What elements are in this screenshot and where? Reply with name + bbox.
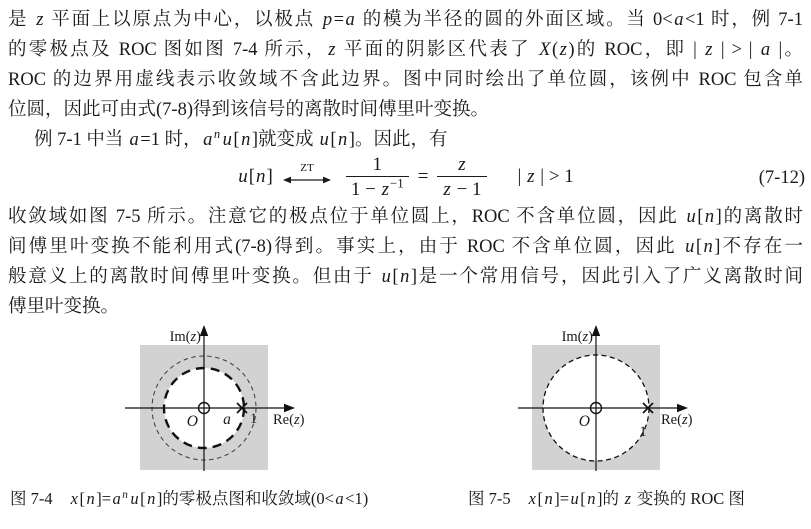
origin-label: O	[578, 413, 590, 430]
figure-7-5-roc-plot	[450, 323, 710, 478]
real-axis-arrow-icon	[284, 404, 295, 412]
equation-expression	[0, 150, 811, 204]
equals-sign: =	[417, 166, 429, 187]
equation-number: (7-12)	[758, 168, 805, 188]
body-text-line: 位圆，因此可由式(7-8)得到该信号的离散时间傅里叶变换。	[8, 100, 489, 120]
imag-axis-arrow-icon	[592, 325, 600, 336]
real-axis-label: Re(z)	[661, 412, 693, 428]
zt-transform-arrow	[282, 161, 332, 193]
body-text-line: 般意义上的离散时间傅里叶变换。但由于 u[n]是一个常用信号，因此引入了广义离散时间	[8, 267, 803, 287]
imag-axis-arrow-icon	[200, 325, 208, 336]
body-text-line: 例 7-1 中当 a=1 时，a $^n$ u[n]就变成 u[n]。因此，有	[34, 126, 448, 150]
body-text-line: 收敛域如图 7-5 所示。注意它的极点位于单位圆上，ROC 不含单位圆，因此 u[n]的离散时	[8, 207, 804, 227]
unit-radius-label: 1	[250, 411, 258, 427]
svg-text:ZT: ZT	[300, 162, 314, 174]
pole-a-label: a	[223, 411, 231, 428]
imag-axis-label: Im(z)	[169, 329, 201, 345]
origin-label: O	[186, 413, 198, 430]
fraction-z-over-z-minus-1: $\frac{z}{z - 1}$	[437, 153, 486, 201]
body-text-line: ROC 的边界用虚线表示收敛域不含此边界。图中同时绘出了单位圆，该例中 ROC 包含单	[8, 70, 803, 90]
figure-7-4-caption: 图 7-4 x[n]=a $^n$ u[n]的零极点图和收敛域(0<a<1)	[10, 488, 369, 508]
double-arrow-icon	[282, 161, 332, 193]
paragraph-roc-description	[8, 5, 803, 125]
body-text-line: 傅里叶变换。	[8, 297, 120, 317]
equation-lhs: u[n]	[238, 166, 273, 187]
body-text-line: 是 z 平面上以原点为中心，以极点 p=a 的模为半径的圆的外面区域。当 0<a<1 时，例 7-1	[8, 10, 803, 30]
real-axis-arrow-icon	[677, 404, 688, 412]
body-text-line: 间傅里叶变换不能利用式(7-8)得到。事实上，由于 ROC 不含单位圆，因此 u[n]不存在一	[8, 237, 803, 257]
roc-condition: | z | > 1	[517, 166, 574, 187]
paragraph-roc-unit-circle	[8, 202, 803, 322]
imag-axis-label: Im(z)	[561, 329, 593, 345]
figure-7-4-pole-zero-roc-plot	[100, 323, 350, 478]
fraction-one-over-1-minus-z-inv: $\frac{1}{1 - z^{-1}}$	[346, 153, 409, 201]
equation-7-12	[0, 150, 811, 204]
figure-7-5-caption: 图 7-5 x[n]=u[n]的 z 变换的 ROC 图	[468, 489, 745, 508]
unit-radius-label: 1	[639, 424, 647, 440]
body-text-line: 的零极点及 ROC 图如图 7-4 所示，z 平面的阴影区代表了 X(z)的 ROC，即 | z | > | a |。	[8, 40, 804, 60]
real-axis-label: Re(z)	[273, 412, 305, 428]
